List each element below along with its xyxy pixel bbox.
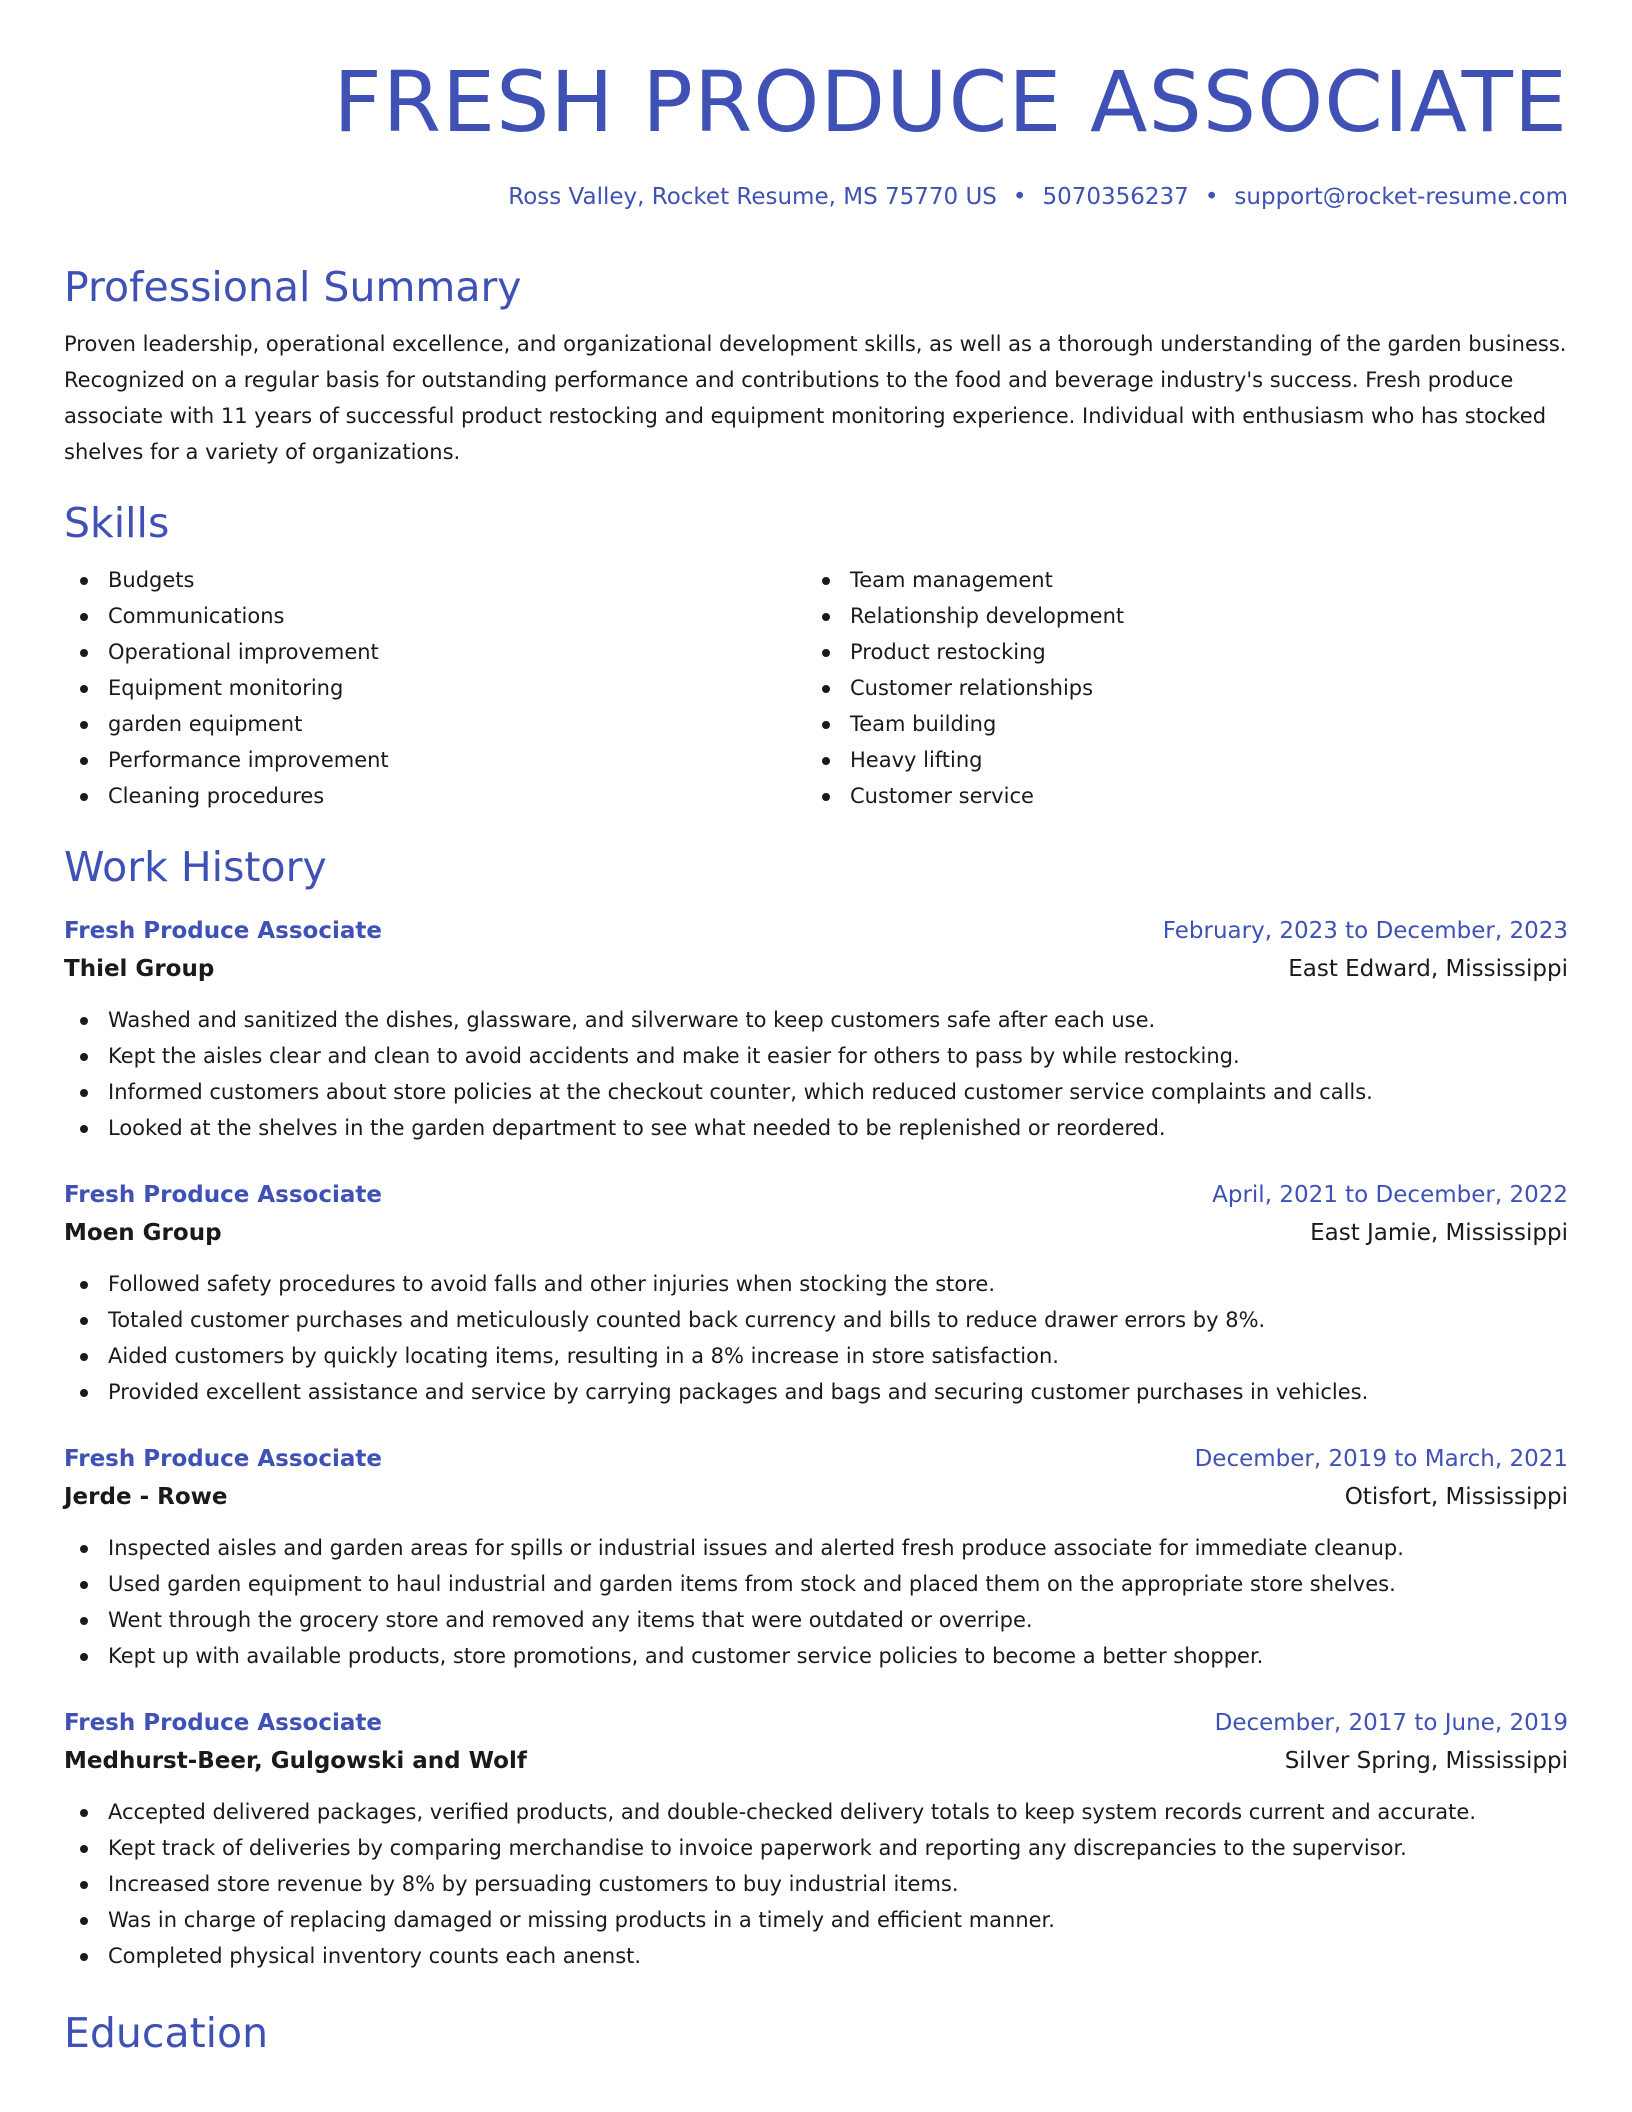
skill-item: Heavy lifting [806, 742, 1548, 778]
job-title: Fresh Produce Associate [64, 1710, 382, 1736]
job-title-row [64, 1440, 1568, 1478]
job-dates: December, 2017 to June, 2019 [1214, 1710, 1568, 1736]
job-bullet: Kept track of deliveries by comparing merchandise to invoice paperwork and reporting any discrepancies to the supervisor. [64, 1830, 1568, 1866]
resume-page [64, 0, 1568, 2060]
skill-item: Equipment monitoring [64, 670, 806, 706]
skill-item: Customer service [806, 778, 1548, 814]
contact-email[interactable]: support@rocket-resume.com [1234, 184, 1568, 210]
job-location: East Jamie, Mississippi [1310, 1220, 1568, 1246]
job-bullets [64, 1530, 1568, 1674]
skill-item: Product restocking [806, 634, 1548, 670]
contact-phone: 5070356237 [1042, 184, 1189, 210]
job-bullet: Provided excellent assistance and service by carrying packages and bags and securing customer purchases in vehicles. [64, 1374, 1568, 1410]
job-title: Fresh Produce Associate [64, 1182, 382, 1208]
job-entry [64, 912, 1568, 1146]
job-company-row [64, 950, 1568, 988]
job-title: Fresh Produce Associate [64, 918, 382, 944]
job-entry [64, 1440, 1568, 1674]
job-company-row [64, 1214, 1568, 1252]
job-title-row [64, 912, 1568, 950]
summary-text: Proven leadership, operational excellence, and organizational development skills, as well as a thorough understanding of the garden business. Recognized on a regular basis for outstanding performance and contributions to the food and beverage industry's success. Fresh produce associate with 11 years of successful product restocking and equipment monitoring experience. Individual with enthusiasm who has stocked shelves for a variety of organizations. [64, 332, 1567, 464]
skill-item: Team building [806, 706, 1548, 742]
skill-item: garden equipment [64, 706, 806, 742]
skill-item: Communications [64, 598, 806, 634]
skills-column-right [806, 562, 1548, 814]
skill-item: Team management [806, 562, 1548, 598]
skill-item: Relationship development [806, 598, 1548, 634]
job-bullet: Completed physical inventory counts each anenst. [64, 1938, 1568, 1974]
job-bullet: Kept the aisles clear and clean to avoid accidents and make it easier for others to pass by while restocking. [64, 1038, 1568, 1074]
job-bullets [64, 1266, 1568, 1410]
job-location: East Edward, Mississippi [1288, 956, 1568, 982]
job-dates: December, 2019 to March, 2021 [1194, 1446, 1568, 1472]
job-bullet: Informed customers about store policies at the checkout counter, which reduced customer service complaints and calls. [64, 1074, 1568, 1110]
skill-item: Budgets [64, 562, 806, 598]
skills-list [64, 562, 1568, 814]
job-entry [64, 1704, 1568, 1974]
job-company: Jerde - Rowe [64, 1484, 228, 1510]
job-bullet: Kept up with available products, store promotions, and customer service policies to become a better shopper. [64, 1638, 1568, 1674]
job-company-row [64, 1742, 1568, 1780]
job-bullet: Increased store revenue by 8% by persuading customers to buy industrial items. [64, 1866, 1568, 1902]
job-dates: February, 2023 to December, 2023 [1162, 918, 1568, 944]
job-company-row [64, 1478, 1568, 1516]
job-title: Fresh Produce Associate [64, 1446, 382, 1472]
job-bullet: Used garden equipment to haul industrial and garden items from stock and placed them on the appropriate store shelves. [64, 1566, 1568, 1602]
job-dates: April, 2021 to December, 2022 [1212, 1182, 1568, 1208]
skills-column-left [64, 562, 806, 814]
skill-item: Performance improvement [64, 742, 806, 778]
job-title-row [64, 1704, 1568, 1742]
job-entry [64, 1176, 1568, 1410]
job-bullet: Totaled customer purchases and meticulously counted back currency and bills to reduce drawer errors by 8%. [64, 1302, 1568, 1338]
job-bullet: Went through the grocery store and removed any items that were outdated or overripe. [64, 1602, 1568, 1638]
job-bullet: Accepted delivered packages, verified products, and double-checked delivery totals to keep system records current and accurate. [64, 1794, 1568, 1830]
job-bullet: Aided customers by quickly locating items, resulting in a 8% increase in store satisfaction. [64, 1338, 1568, 1374]
skill-item: Operational improvement [64, 634, 806, 670]
work-history-heading: Work History [64, 843, 327, 891]
job-bullet: Was in charge of replacing damaged or missing products in a timely and efficient manner. [64, 1902, 1568, 1938]
job-bullets [64, 1794, 1568, 1974]
job-bullets [64, 1002, 1568, 1146]
job-company: Thiel Group [64, 956, 215, 982]
contact-line [64, 180, 1568, 214]
job-bullet: Followed safety procedures to avoid falls and other injuries when stocking the store. [64, 1266, 1568, 1302]
summary-heading: Professional Summary [64, 263, 522, 311]
skill-item: Customer relationships [806, 670, 1548, 706]
job-title-row [64, 1176, 1568, 1214]
job-company: Medhurst-Beer, Gulgowski and Wolf [64, 1748, 527, 1774]
skill-item: Cleaning procedures [64, 778, 806, 814]
skills-heading: Skills [64, 499, 170, 547]
contact-separator: • [1012, 184, 1027, 210]
job-location: Otisfort, Mississippi [1344, 1484, 1568, 1510]
contact-address: Ross Valley, Rocket Resume, MS 75770 US [508, 184, 997, 210]
education-heading: Education [64, 2009, 269, 2057]
job-bullet: Washed and sanitized the dishes, glassware, and silverware to keep customers safe after each use. [64, 1002, 1568, 1038]
job-location: Silver Spring, Mississippi [1284, 1748, 1568, 1774]
resume-name: FRESH PRODUCE ASSOCIATE [333, 53, 1568, 151]
job-bullet: Looked at the shelves in the garden department to see what needed to be replenished or reordered. [64, 1110, 1568, 1146]
job-bullet: Inspected aisles and garden areas for spills or industrial issues and alerted fresh produce associate for immediate cleanup. [64, 1530, 1568, 1566]
job-company: Moen Group [64, 1220, 222, 1246]
contact-separator: • [1204, 184, 1219, 210]
